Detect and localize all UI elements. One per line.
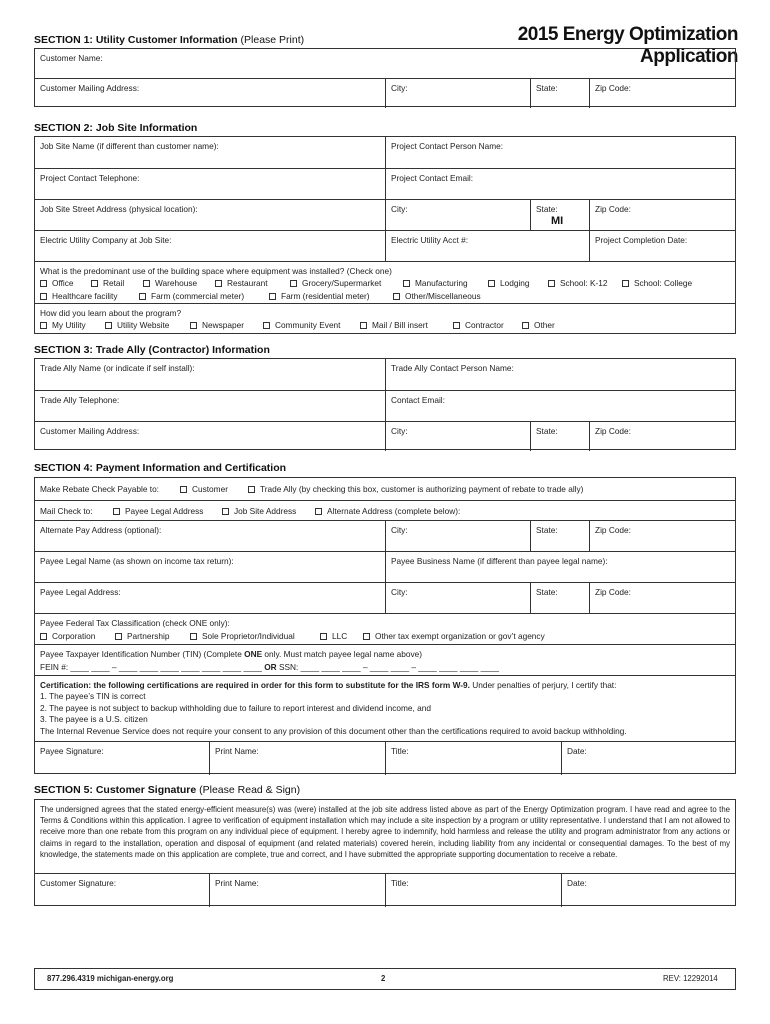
option-label: Other/Miscellaneous [405,291,481,301]
section-2-box [34,136,736,334]
payee-signature-row [35,741,735,775]
tax-option-llc[interactable] [320,631,347,641]
payee-city-label: City: [391,587,408,597]
option-label: My Utility [52,320,86,330]
ssn-field: SSN: ____ ____ ____ – ____ ____ – ____ ____ ____ ____ [278,662,500,672]
checkbox[interactable] [222,508,229,515]
mail-check-row [35,500,735,521]
section-2-heading [34,122,197,134]
option-label: Manufacturing [415,278,468,288]
trade-ally-phone-label: Trade Ally Telephone: [40,395,120,405]
customer-address-field[interactable] [35,79,385,108]
payee-name-row [35,551,735,583]
checkbox[interactable] [315,508,322,515]
checkbox[interactable] [40,322,47,329]
utility-company-label: Electric Utility Company at Job Site: [40,235,172,245]
option-label: Farm (commercial meter) [151,291,245,301]
payee-title-field[interactable] [385,742,561,775]
use-option-warehouse[interactable] [143,278,197,288]
checkbox[interactable] [363,633,370,640]
alt-state-field[interactable] [530,521,589,552]
use-option-farm-commercial[interactable] [139,291,244,301]
section-2-title: SECTION 2: Job Site Information [34,122,198,134]
use-option-retail[interactable] [91,278,124,288]
form-title: 2015 Energy Optimization Application [517,24,738,67]
payable-trade-ally-option[interactable] [248,484,583,494]
payee-city-field[interactable] [385,583,530,614]
checkbox[interactable] [263,322,270,329]
trade-ally-zip-field[interactable] [589,422,736,451]
option-label: Utility Website [117,320,170,330]
fein-field: FEIN #: ____ ____ – ____ ____ ____ ____ ____ ____ ____ [40,662,262,672]
customer-date-field[interactable] [561,874,736,907]
section-3-heading [34,344,270,356]
checkbox[interactable] [488,280,495,287]
checkbox[interactable] [40,280,47,287]
option-label: Grocery/Supermarket [302,278,382,288]
trade-ally-address-row [35,421,735,451]
job-site-zip-field[interactable] [589,200,736,231]
trade-ally-contact-field[interactable] [385,359,736,390]
section-1-heading [34,34,304,46]
section-5-box [34,799,736,906]
checkbox[interactable] [143,280,150,287]
use-option-healthcare[interactable] [40,291,117,301]
job-site-address-row [35,199,735,231]
section-4-box [34,477,736,774]
certification-rest: Under penalties of perjury, I certify that: [469,680,617,690]
certification-intro [40,680,730,691]
learn-option-mail[interactable] [360,320,428,330]
learn-option-newspaper[interactable] [190,320,244,330]
tin-or: OR [264,662,277,672]
project-contact-name-field[interactable] [385,137,736,168]
customer-city-label: City: [391,83,408,93]
checkbox[interactable] [190,322,197,329]
certification-text [40,680,730,737]
utility-row [35,230,735,262]
job-site-city-field[interactable] [385,200,530,231]
completion-date-field[interactable] [589,231,736,262]
certification-row [35,675,735,742]
customer-date-label: Date: [567,878,587,888]
trade-ally-phone-row [35,390,735,422]
option-label: Retail [103,278,125,288]
payable-to-row [35,478,735,500]
section-3-box [34,358,736,450]
payable-customer-option[interactable] [180,484,228,494]
use-option-grocery[interactable] [290,278,381,288]
option-label: Healthcare facility [52,291,118,301]
customer-state-field[interactable] [530,79,589,108]
trade-ally-name-label: Trade Ally Name (or indicate if self install): [40,363,195,373]
learn-option-website[interactable] [105,320,169,330]
building-use-row [35,261,735,304]
section-5-note: (Please Read & Sign) [199,784,301,796]
checkbox[interactable] [180,486,187,493]
section-4-heading [34,462,286,474]
checkbox[interactable] [113,508,120,515]
tin-text-b: only. Must match payee legal name above) [262,649,423,659]
project-contact-phone-field[interactable] [35,169,385,200]
customer-signature-field[interactable] [35,874,209,907]
use-option-farm-residential[interactable] [269,291,370,301]
trade-ally-zip-label: Zip Code: [595,426,631,436]
payee-print-name-field[interactable] [209,742,385,775]
trade-ally-email-label: Contact Email: [391,395,445,405]
payee-business-name-field[interactable] [385,552,736,583]
job-site-zip-label: Zip Code: [595,204,631,214]
customer-print-name-label: Print Name: [215,878,259,888]
project-contact-phone-label: Project Contact Telephone: [40,173,140,183]
checkbox[interactable] [403,280,410,287]
project-contact-email-field[interactable] [385,169,736,200]
option-label: Sole Proprietor/Individual [202,631,295,641]
trade-ally-address-label: Customer Mailing Address: [40,426,140,436]
use-option-school-college[interactable] [622,278,692,288]
mail-jobsite-option[interactable] [222,506,296,516]
agreement-text: The undersigned agrees that the stated energy-efficient measure(s) was (were) installed at the job site address listed above as part of the Energy Optimization program. I have read and agree to the Terms & Conditions within this application. I agree to verification of equipment installation which may include a site inspection by a program or utility representative. I understand that I am not allowed to receive more than one rebate from this program on any individual piece of equipment. I hereby agree to indemnify, hold harmless and release the utility and program administrator from any actions or claims in regard to the installation, operation and disposal of equipment (and related materials) covered herein, including liability from any incidental or consequential damages. To the best of my knowledge, the statements made on this application are complete, true and correct, and I have submitted the appropriate supporting documentation to receive a rebate. [40,805,730,859]
option-label: School: K-12 [560,278,608,288]
agreement-row [35,800,735,873]
checkbox[interactable] [320,633,327,640]
alt-pay-address-row [35,520,735,552]
trade-ally-city-label: City: [391,426,408,436]
checkbox[interactable] [190,633,197,640]
checkbox[interactable] [393,293,400,300]
checkbox[interactable] [622,280,629,287]
job-site-address-label: Job Site Street Address (physical location): [40,204,198,214]
certification-item-3: 3. The payee is a U.S. citizen [40,714,148,725]
checkbox[interactable] [453,322,460,329]
payee-legal-name-field[interactable] [35,552,385,583]
customer-city-field[interactable] [385,79,530,108]
trade-ally-city-field[interactable] [385,422,530,451]
learn-option-other[interactable] [522,320,555,330]
mail-payee-option[interactable] [113,506,203,516]
alt-state-label: State: [536,525,558,535]
page-footer [34,968,736,990]
utility-company-field[interactable] [35,231,385,262]
option-label: Trade Ally (by checking this box, customer is authorizing payment of rebate to trade ally) [260,484,584,494]
section-4-title: SECTION 4: Payment Information and Certification [34,462,287,474]
trade-ally-email-field[interactable] [385,391,736,422]
payee-zip-label: Zip Code: [595,587,631,597]
option-label: Farm (residential meter) [281,291,370,301]
customer-signature-row [35,873,735,907]
job-site-address-field[interactable] [35,200,385,231]
option-label: Restaurant [227,278,268,288]
tin-row [35,644,735,676]
tax-class-row [35,613,735,645]
trade-ally-name-field[interactable] [35,359,385,390]
project-contact-row [35,168,735,200]
use-option-manufacturing[interactable] [403,278,468,288]
payee-date-label: Date: [567,746,587,756]
customer-state-label: State: [536,83,558,93]
option-label: Community Event [275,320,341,330]
payee-address-row [35,582,735,614]
use-option-school-k12[interactable] [548,278,608,288]
use-option-other[interactable] [393,291,481,301]
job-site-name-row [35,137,735,168]
option-label: Corporation [52,631,96,641]
option-label: Partnership [127,631,170,641]
checkbox[interactable] [105,322,112,329]
learn-option-community[interactable] [263,320,340,330]
payee-state-field[interactable] [530,583,589,614]
revision-code: REV: 12292014 [663,974,718,983]
customer-print-name-field[interactable] [209,874,385,907]
page-number: 2 [381,974,386,983]
job-site-city-label: City: [391,204,408,214]
checkbox[interactable] [269,293,276,300]
certification-bold: Certification: the following certifications are required in order for this form to substitute for the IRS form W-9. [40,680,470,690]
checkbox[interactable] [115,633,122,640]
trade-ally-phone-field[interactable] [35,391,385,422]
payee-state-label: State: [536,587,558,597]
checkbox[interactable] [91,280,98,287]
option-label: Other tax exempt organization or gov’t agency [375,631,545,641]
alt-city-label: City: [391,525,408,535]
tax-option-other[interactable] [363,631,545,641]
option-label: Warehouse [155,278,198,288]
job-site-state-value: MI [551,215,564,227]
learn-option-contractor[interactable] [453,320,504,330]
section-1-note: (Please Print) [240,34,305,46]
mail-check-label: Mail Check to: [40,506,93,516]
option-label: Newspaper [202,320,244,330]
alt-zip-field[interactable] [589,521,736,552]
alt-pay-address-field[interactable] [35,521,385,552]
completion-date-label: Project Completion Date: [595,235,688,245]
alt-pay-address-label: Alternate Pay Address (optional): [40,525,162,535]
job-site-name-field[interactable] [35,137,385,168]
job-site-state-field[interactable] [530,200,589,231]
trade-ally-state-field[interactable] [530,422,589,451]
payee-print-name-label: Print Name: [215,746,259,756]
section-5-heading [34,784,300,796]
payee-zip-field[interactable] [589,583,736,614]
checkbox[interactable] [290,280,297,287]
payable-to-label: Make Rebate Check Payable to: [40,484,159,494]
tin-text-one: ONE [244,649,263,659]
option-label: Contractor [465,320,504,330]
mail-alternate-option[interactable] [315,506,460,516]
customer-name-label: Customer Name: [40,53,103,63]
tin-text-a: Payee Taxpayer Identification Number (TIN) (Complete [40,649,245,659]
section-1-title: SECTION 1: Utility Customer Information [34,34,238,46]
use-option-lodging[interactable] [488,278,530,288]
section-1-box [34,48,736,107]
option-label: School: College [634,278,693,288]
option-label: LLC [332,631,348,641]
project-contact-name-label: Project Contact Person Name: [391,141,504,151]
section-5-title: SECTION 5: Customer Signature [34,784,197,796]
payee-legal-address-label: Payee Legal Address: [40,587,121,597]
alt-zip-label: Zip Code: [595,525,631,535]
utility-acct-label: Electric Utility Acct #: [391,235,468,245]
customer-zip-label: Zip Code: [595,83,631,93]
tin-number-field[interactable] [40,662,499,672]
option-label: Alternate Address (complete below): [327,506,461,516]
checkbox[interactable] [215,280,222,287]
checkbox[interactable] [40,633,47,640]
section-3-title: SECTION 3: Trade Ally (Contractor) Information [34,344,270,356]
customer-name-field[interactable] [35,49,737,78]
customer-signature-label: Customer Signature: [40,878,117,888]
certification-irs-note: The Internal Revenue Service does not require your consent to any provision of this document other than the certifications required to avoid backup withholding. [40,725,627,736]
payee-legal-name-label: Payee Legal Name (as shown on income tax return): [40,556,234,566]
payee-legal-address-field[interactable] [35,583,385,614]
payee-business-name-label: Payee Business Name (if different than payee legal name): [391,556,608,566]
certification-item-1: 1. The payee’s TIN is correct [40,691,146,702]
job-site-state-label: State: [536,204,558,214]
customer-name-row [35,49,735,78]
learn-about-question: How did you learn about the program? [40,308,182,318]
project-contact-email-label: Project Contact Email: [391,173,474,183]
building-use-question: What is the predominant use of the building space where equipment was installed? (Check one) [40,266,392,276]
customer-address-label: Customer Mailing Address: [40,83,140,93]
customer-title-field[interactable] [385,874,561,907]
customer-title-label: Title: [391,878,409,888]
payee-signature-field[interactable] [35,742,209,775]
checkbox[interactable] [548,280,555,287]
tin-instructions [40,649,422,659]
payee-date-field[interactable] [561,742,736,775]
trade-ally-address-field[interactable] [35,422,385,451]
utility-acct-field[interactable] [385,231,589,262]
alt-city-field[interactable] [385,521,530,552]
option-label: Office [52,278,74,288]
certification-item-2: 2. The payee is not subject to backup withholding due to failure to report interest and dividend income, and [40,702,431,713]
option-label: Customer [192,484,228,494]
use-option-office[interactable] [40,278,74,288]
trade-ally-contact-label: Trade Ally Contact Person Name: [391,363,514,373]
trade-ally-name-row [35,359,735,390]
tax-option-corporation[interactable] [40,631,95,641]
job-site-name-label: Job Site Name (if different than customer name): [40,141,219,151]
learn-about-row [35,303,735,335]
footer-contact: 877.296.4319 michigan-energy.org [47,974,174,983]
option-label: Job Site Address [234,506,297,516]
customer-address-row [35,78,735,108]
checkbox[interactable] [522,322,529,329]
option-label: Mail / Bill insert [372,320,428,330]
customer-zip-field[interactable] [589,79,736,108]
tax-class-label: Payee Federal Tax Classification (check ONE only): [40,618,230,628]
option-label: Payee Legal Address [125,506,204,516]
option-label: Other [534,320,555,330]
payee-title-label: Title: [391,746,409,756]
checkbox[interactable] [248,486,255,493]
checkbox[interactable] [40,293,47,300]
checkbox[interactable] [360,322,367,329]
option-label: Lodging [500,278,530,288]
learn-option-utility[interactable] [40,320,86,330]
tax-option-sole-proprietor[interactable] [190,631,295,641]
use-option-restaurant[interactable] [215,278,268,288]
tax-option-partnership[interactable] [115,631,169,641]
trade-ally-state-label: State: [536,426,558,436]
checkbox[interactable] [139,293,146,300]
payee-signature-label: Payee Signature: [40,746,104,756]
